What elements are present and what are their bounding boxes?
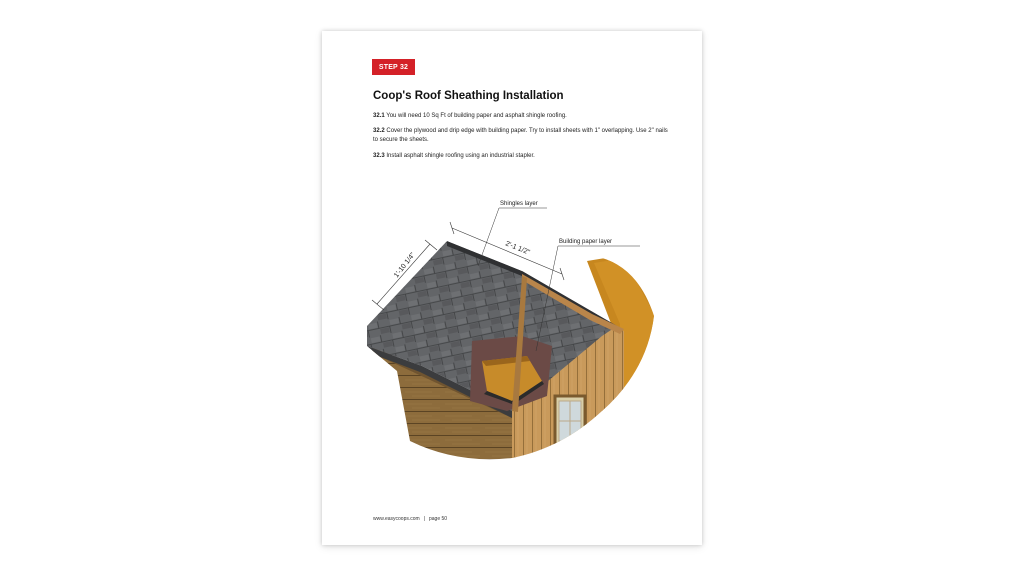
step-badge — [372, 59, 415, 75]
instruction-text: Install asphalt shingle roofing using an industrial stapler. — [386, 153, 535, 159]
coop-roof-illustration — [362, 196, 662, 466]
document-page — [322, 31, 702, 545]
instruction-number: 32.3 — [373, 153, 385, 159]
page-footer — [373, 516, 447, 522]
width-dimension-label: 2'-1 1/2" — [504, 240, 531, 257]
footer-website: www.easycoops.com — [373, 516, 420, 522]
instruction-text: You will need 10 Sq Ft of building paper and asphalt shingle roofing. — [386, 113, 567, 119]
instruction-1 — [373, 112, 673, 121]
instruction-number: 32.1 — [373, 113, 385, 119]
footer-separator: | — [423, 516, 425, 522]
instruction-text: Cover the plywood and drip edge with building paper. Try to install sheets with 1" overlapping. Use 2" nails to secure the sheets. — [373, 128, 668, 143]
building-paper-label: Building paper layer — [559, 239, 613, 245]
page-title: Coop's Roof Sheathing Installation — [373, 90, 564, 102]
instruction-3 — [373, 152, 673, 161]
shingles-label: Shingles layer — [500, 201, 538, 207]
page-number: page 50 — [429, 516, 448, 522]
height-dimension-label: 1'-10 1/4" — [393, 251, 417, 280]
step-label: STEP 32 — [378, 63, 409, 71]
instruction-number: 32.2 — [373, 128, 385, 134]
coop-render — [367, 241, 662, 461]
instruction-2 — [373, 127, 673, 144]
callout-shingles — [478, 201, 547, 266]
